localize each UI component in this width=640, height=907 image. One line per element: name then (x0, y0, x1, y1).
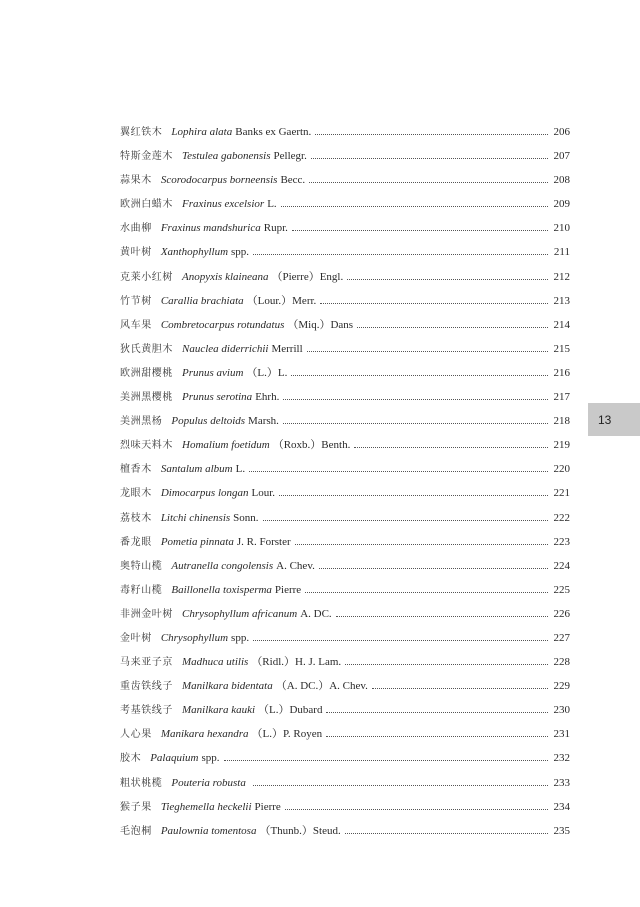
dot-leader (263, 520, 548, 521)
chinese-name: 毒籽山榄 (120, 584, 163, 596)
page-number: 206 (553, 126, 570, 138)
scientific-name: Santalum album (160, 463, 233, 476)
scientific-name: Fraxinus mandshurica (160, 222, 261, 235)
dot-leader (311, 158, 548, 159)
chinese-name: 黄叶树 (120, 247, 152, 259)
scientific-name: Manilkara bidentata (182, 680, 273, 693)
toc-entry[interactable] (120, 701, 570, 725)
page-number: 222 (553, 511, 570, 524)
scientific-name: Dimocarpus longan (160, 487, 249, 500)
author-citation: Sonn. (233, 511, 259, 524)
dot-leader (320, 303, 548, 304)
author-citation: spp. (201, 752, 220, 765)
author-citation: （Ridl.）H. J. Lam. (251, 656, 342, 669)
toc-entry[interactable] (120, 629, 570, 653)
toc-entry[interactable] (120, 460, 570, 484)
toc-entry[interactable] (120, 268, 570, 292)
toc-entry[interactable] (120, 557, 570, 581)
page-number: 226 (553, 607, 570, 620)
page-number: 212 (553, 270, 570, 283)
author-citation: Lour. (251, 487, 276, 500)
scientific-name: Homalium foetidum (182, 439, 270, 452)
page-number: 224 (553, 559, 570, 572)
dot-leader (319, 568, 548, 569)
toc-entry[interactable] (120, 774, 570, 798)
dot-leader (291, 375, 548, 376)
page-number: 232 (553, 752, 570, 765)
page-number: 216 (553, 366, 570, 379)
toc-entry[interactable] (120, 822, 570, 846)
dot-leader (292, 230, 548, 231)
scientific-name: Fraxinus excelsior (182, 198, 265, 211)
chinese-name: 风车果 (120, 319, 152, 331)
page-number: 223 (553, 535, 570, 548)
toc-entry[interactable] (120, 653, 570, 677)
chinese-name: 马来亚子京 (120, 657, 173, 669)
page-number: 214 (553, 318, 570, 331)
dot-leader (309, 182, 548, 183)
author-citation: Pierre (274, 583, 302, 596)
author-citation: J. R. Forster (236, 535, 291, 548)
toc-entry[interactable] (120, 749, 570, 773)
toc-entry[interactable] (120, 243, 570, 267)
section-tab-label: 13 (598, 412, 612, 427)
page-number: 228 (553, 656, 570, 669)
scientific-name: Carallia brachiata (160, 294, 244, 307)
page-number: 210 (553, 222, 570, 235)
toc-entry[interactable] (120, 171, 570, 195)
scientific-name: Baillonella toxisperma (171, 583, 272, 596)
chinese-name: 重齿铁线子 (120, 681, 173, 693)
dot-leader (253, 254, 548, 255)
chinese-name: 猴子果 (120, 801, 152, 813)
scientific-name: Pouteria robusta (171, 776, 246, 789)
page-number: 213 (553, 294, 570, 307)
chinese-name: 非洲金叶树 (120, 608, 173, 620)
dot-leader (281, 206, 548, 207)
author-citation: A. Chev. (276, 559, 315, 572)
scientific-name: Combretocarpus rotundatus (160, 318, 285, 331)
scientific-name: Palaquium (150, 752, 199, 765)
chinese-name: 特斯金莲木 (120, 151, 173, 163)
scientific-name: Tieghemella heckelii (160, 800, 252, 813)
toc-entry[interactable] (120, 509, 570, 533)
author-citation: Ehrh. (255, 391, 280, 404)
dot-leader (283, 399, 548, 400)
dot-leader (336, 616, 548, 617)
dot-leader (372, 688, 548, 689)
scientific-name: Pometia pinnata (160, 535, 234, 548)
scientific-name: Prunus serotina (182, 391, 253, 404)
author-citation: （Lour.）Merr. (246, 294, 317, 307)
chinese-name: 竹节树 (120, 295, 152, 307)
scientific-name: Xanthophyllum (160, 246, 229, 259)
author-citation: Banks ex Gaertn. (235, 126, 312, 138)
page-number: 235 (553, 824, 570, 837)
page-number: 221 (553, 487, 570, 500)
scientific-name: Scorodocarpus borneensis (160, 174, 278, 187)
dot-leader (326, 736, 548, 737)
scientific-name: Chrysophyllum (160, 631, 229, 644)
chinese-name: 檀香木 (120, 464, 152, 476)
page-number: 220 (553, 463, 570, 476)
scientific-name: Lophira alata (171, 126, 233, 138)
scientific-name: Anopyxis klaineana (182, 270, 269, 283)
scientific-name: Testulea gabonensis (182, 150, 271, 163)
scientific-name: Autranella congolensis (171, 559, 274, 572)
toc-entry[interactable] (120, 605, 570, 629)
chinese-name: 克莱小红树 (120, 271, 173, 283)
author-citation: L. (235, 463, 246, 476)
dot-leader (326, 712, 548, 713)
toc-entry[interactable] (120, 412, 570, 436)
page-number: 211 (553, 246, 570, 259)
dot-leader (347, 279, 548, 280)
dot-leader (305, 592, 548, 593)
author-citation: Merrill (271, 342, 303, 355)
page-number: 234 (553, 800, 570, 813)
author-citation: （A. DC.）A. Chev. (275, 680, 368, 693)
dot-leader (249, 471, 548, 472)
toc-entry[interactable] (120, 364, 570, 388)
section-tab (588, 403, 640, 436)
scientific-name: Manikara hexandra (160, 728, 249, 741)
toc-entry[interactable] (120, 147, 570, 171)
chinese-name: 狄氏黄胆木 (120, 343, 173, 355)
toc-entry[interactable] (120, 123, 570, 147)
scientific-name: Paulownia tomentosa (160, 824, 257, 837)
author-citation: A. DC. (300, 607, 332, 620)
dot-leader (307, 351, 548, 352)
toc-entry[interactable] (120, 340, 570, 364)
author-citation: Pellegr. (273, 150, 307, 163)
author-citation: spp. (231, 246, 250, 259)
scientific-name: Nauclea diderrichii (182, 342, 269, 355)
author-citation: （Miq.）Dans (287, 318, 354, 331)
page-number: 207 (553, 150, 570, 163)
page-number: 227 (553, 631, 570, 644)
chinese-name: 欧洲白蜡木 (120, 199, 173, 211)
author-citation: （Roxb.）Benth. (272, 439, 351, 452)
author-citation: spp. (231, 631, 250, 644)
chinese-name: 美洲黑杨 (120, 416, 163, 428)
page-number: 233 (553, 776, 570, 789)
dot-leader (279, 495, 548, 496)
page-number: 231 (553, 728, 570, 741)
author-citation: （Thunb.）Steud. (259, 824, 341, 837)
chinese-name: 蒜果木 (120, 175, 152, 187)
chinese-name: 胶木 (120, 753, 142, 765)
toc-entry[interactable] (120, 581, 570, 605)
author-citation: （L.）Dubard (258, 704, 323, 717)
chinese-name: 毛泡桐 (120, 825, 152, 837)
author-citation: Pierre (254, 800, 281, 813)
chinese-name: 烈味天料木 (120, 440, 173, 452)
page-number: 217 (553, 391, 570, 404)
chinese-name: 奥特山榄 (120, 560, 163, 572)
dot-leader (315, 134, 548, 135)
page-number: 215 (553, 342, 570, 355)
chinese-name: 考基铁线子 (120, 705, 173, 717)
page-number: 218 (553, 415, 570, 428)
scientific-name: Madhuca utilis (182, 656, 249, 669)
dot-leader (295, 544, 548, 545)
scientific-name: Litchi chinensis (160, 511, 231, 524)
chinese-name: 水曲柳 (120, 223, 152, 235)
chinese-name: 荔枝木 (120, 512, 152, 524)
scientific-name: Prunus avium (182, 366, 244, 379)
toc-entry[interactable] (120, 292, 570, 316)
dot-leader (345, 664, 548, 665)
page-number: 229 (553, 680, 570, 693)
dot-leader (285, 809, 548, 810)
toc-entry[interactable] (120, 436, 570, 460)
dot-leader (345, 833, 548, 834)
chinese-name: 欧洲甜樱桃 (120, 367, 173, 379)
author-citation: Rupr. (263, 222, 288, 235)
toc-entry[interactable] (120, 484, 570, 508)
author-citation: （L.）L. (246, 366, 288, 379)
chinese-name: 粗状桃榄 (120, 777, 163, 789)
toc-entry[interactable] (120, 798, 570, 822)
toc-entry[interactable] (120, 388, 570, 412)
chinese-name: 番龙眼 (120, 536, 152, 548)
dot-leader (253, 640, 548, 641)
author-citation: L. (267, 198, 277, 211)
page-number: 230 (553, 704, 570, 717)
toc-entry[interactable] (120, 677, 570, 701)
toc-entry[interactable] (120, 316, 570, 340)
author-citation: （Pierre）Engl. (271, 270, 344, 283)
author-citation: Becc. (280, 174, 306, 187)
dot-leader (224, 760, 548, 761)
dot-leader (253, 785, 548, 786)
page-number: 219 (553, 439, 570, 452)
toc-entry[interactable] (120, 533, 570, 557)
scientific-name: Populus deltoids (171, 415, 246, 428)
toc-entry[interactable] (120, 219, 570, 243)
page-number: 208 (553, 174, 570, 187)
toc-entry[interactable] (120, 725, 570, 749)
scientific-name: Manilkara kauki (182, 704, 256, 717)
dot-leader (283, 423, 548, 424)
toc-entry[interactable] (120, 195, 570, 219)
author-citation: Marsh. (248, 415, 279, 428)
page-number: 225 (553, 583, 570, 596)
chinese-name: 翼红铁木 (120, 127, 163, 138)
scientific-name: Chrysophyllum africanum (182, 607, 298, 620)
author-citation: （L.）P. Royen (251, 728, 323, 741)
chinese-name: 美洲黑樱桃 (120, 392, 173, 404)
table-of-contents (120, 123, 570, 846)
chinese-name: 金叶树 (120, 632, 152, 644)
dot-leader (357, 327, 548, 328)
dot-leader (354, 447, 548, 448)
page-number: 209 (553, 198, 570, 211)
chinese-name: 龙眼木 (120, 488, 152, 500)
chinese-name: 人心果 (120, 729, 152, 741)
